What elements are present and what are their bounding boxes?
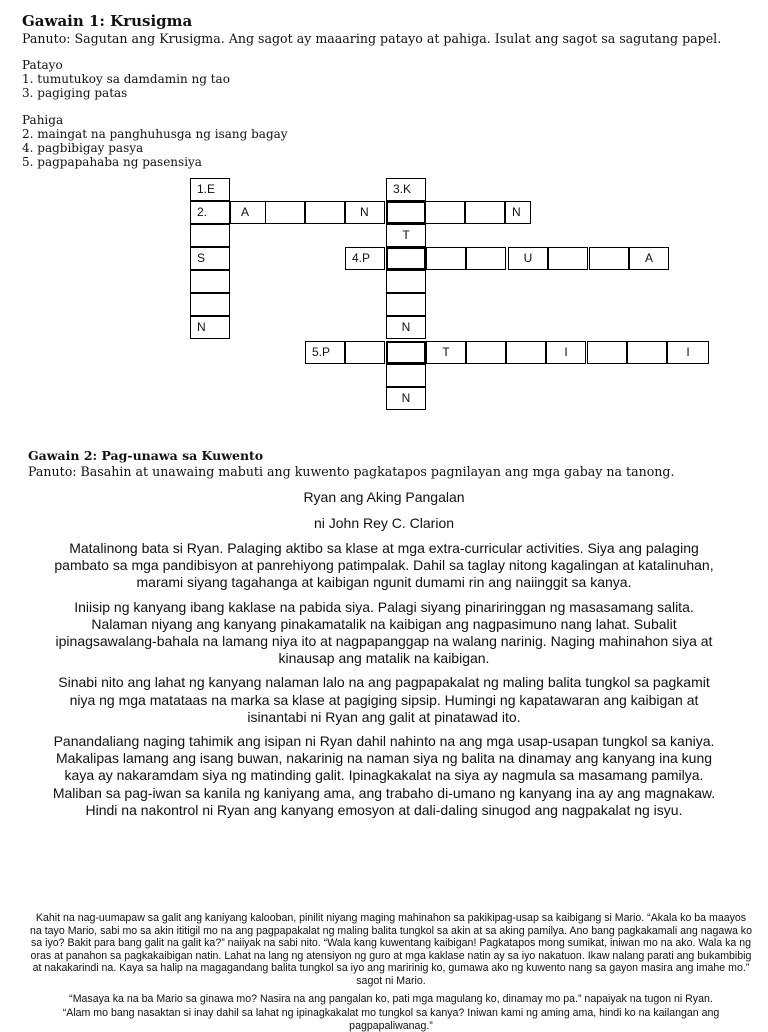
- gawain2-title: Gawain 2: Pag-unawa sa Kuwento: [28, 448, 264, 463]
- cell-label: A: [644, 251, 653, 265]
- cell-label: 4.P: [352, 251, 371, 265]
- pahiga-heading: Pahiga: [22, 113, 64, 127]
- story-continuation: [30, 912, 752, 1032]
- story-small-paragraph: “Masaya ka na ba Mario sa ginawa mo? Nasira na ang pangalan ko, pati mga magulang ko, dinamay mo pa.” napaiyak na tugon ni Ryan.: [69, 992, 713, 1005]
- crossword-cell[interactable]: [548, 247, 588, 270]
- patayo-clue-1: 1. tumutukoy sa damdamin ng tao: [22, 72, 230, 86]
- crossword-cell[interactable]: [190, 270, 230, 293]
- crossword-cell[interactable]: [426, 247, 466, 270]
- crossword-cell[interactable]: [345, 341, 385, 364]
- crossword-cell[interactable]: [386, 270, 426, 293]
- cell-label: N: [197, 320, 206, 334]
- crossword-cell[interactable]: [508, 247, 548, 270]
- cell-label: N: [512, 205, 521, 219]
- pahiga-clue-2: 2. maingat na panghuhusga ng isang bagay: [22, 127, 288, 141]
- crossword-cell[interactable]: [230, 201, 270, 224]
- gawain1-title: Gawain 1: Krusigma: [22, 12, 193, 30]
- crossword-cell[interactable]: [386, 178, 426, 201]
- story-paragraph: Matalinong bata si Ryan. Palaging aktibo sa klase at mga extra-curricular activities. Siya ang palaging pambato sa mga pandibisyon at panrehiyong patimpalak. Dahil sa taglay nitong kagalingan at katalinuhan, marami siyang tagahanga at kaibigan ngunit dumami rin ang naiinggit sa kanya.: [54, 540, 714, 591]
- crossword-cell[interactable]: [190, 316, 230, 339]
- crossword-cell[interactable]: [506, 341, 546, 364]
- patayo-clue-3: 3. pagiging patas: [22, 86, 128, 100]
- cell-label: N: [360, 205, 369, 219]
- crossword-cell[interactable]: [629, 247, 669, 270]
- cell-label: I: [686, 345, 690, 359]
- crossword-cell[interactable]: [386, 387, 426, 410]
- gawain2-instructions: Panuto: Basahin at unawaing mabuti ang kuwento pagkatapos pagnilayan ang mga gabay na tanong.: [28, 464, 675, 479]
- crossword-cell[interactable]: [190, 178, 230, 201]
- crossword-cell[interactable]: [425, 201, 465, 224]
- cell-label: I: [564, 345, 568, 359]
- cell-label: T: [402, 228, 410, 242]
- crossword-cell[interactable]: [466, 247, 506, 270]
- patayo-heading: Patayo: [22, 58, 63, 72]
- crossword-cell[interactable]: [386, 316, 426, 339]
- cell-label: N: [401, 320, 411, 334]
- story-author: ni John Rey C. Clarion: [313, 515, 455, 531]
- crossword-cell[interactable]: [305, 341, 345, 364]
- crossword-cell[interactable]: [345, 247, 385, 270]
- crossword-cell[interactable]: [546, 341, 586, 364]
- crossword-cell[interactable]: [386, 341, 426, 364]
- cell-label: S: [197, 251, 206, 265]
- crossword-cell[interactable]: [190, 247, 230, 270]
- crossword-cell[interactable]: [386, 293, 426, 316]
- cell-label: A: [241, 205, 250, 219]
- crossword-cell[interactable]: [265, 201, 305, 224]
- cell-label: 5.P: [312, 345, 331, 359]
- story-paragraph: Sinabi nito ang lahat ng kanyang nalaman lalo na ang pagpapakalat ng maling balita tungkol sa pagkamit niya ng mga matataas na marka sa klase at pagiging sipsip. Humingi ng kapatawaran ang kaibigan at isinantabi ni Ryan ang galit at pinatawad ito.: [58, 674, 710, 725]
- story-small-paragraph: Kahit na nag-uumapaw sa galit ang kaniyang kalooban, pinilit niyang maging mahinahon sa pakikipag-usap sa kaibigang si Mario. “Akala ko ba maayos na tayo Mario, sabi mo sa akin ititigil mo na ang pagpapakalat ng maling balita tungkol sa akin at sa aking pamilya. Ano bang pagkakamali ang nagawa ko sa iyo? Bakit para bang galit na galit ka?” naiiyak na sabi nito. “Wala kang kuwentang kaibigan! Pagkatapos mong sumikat, iniwan mo na ako. Wala ka ng oras at panahon sa pagkakaibigan natin. Lahat na lang ng atensiyon ng guro at mga kaklase natin ay sa iyo nakatuon. Ikaw nalang parati ang bukambibig at nakakarindi na. Kaya sa halip na magagandang balita tungkol sa iyo ang maririnig ko, gumawa ako ng kuwento nang sa gayon masira ang imahe mo.” sagot ni Mario.: [30, 912, 752, 987]
- crossword-cell[interactable]: [667, 341, 709, 364]
- story-body: [52, 540, 716, 826]
- crossword-cell[interactable]: [386, 247, 426, 270]
- crossword-cell[interactable]: [190, 201, 230, 224]
- crossword-cell[interactable]: [345, 201, 385, 224]
- cell-label: 2.: [197, 205, 208, 219]
- crossword-cell[interactable]: [587, 341, 627, 364]
- cell-label: U: [523, 251, 533, 265]
- story-title: Ryan ang Aking Pangalan: [303, 489, 465, 505]
- crossword-cell[interactable]: [190, 293, 230, 316]
- crossword-cell[interactable]: [627, 341, 667, 364]
- crossword-cell[interactable]: [466, 341, 506, 364]
- pahiga-clue-4: 4. pagbibigay pasya: [22, 141, 144, 155]
- cell-label: 3.K: [393, 182, 412, 196]
- cell-label: N: [401, 391, 411, 405]
- crossword-cell[interactable]: [505, 201, 531, 224]
- crossword-cell[interactable]: [386, 364, 426, 387]
- crossword-cell[interactable]: [386, 224, 426, 247]
- crossword-cell[interactable]: [465, 201, 505, 224]
- story-paragraph: Panandaliang naging tahimik ang isipan ni Ryan dahil nahinto na ang mga usap-usapan tungkol sa kaniya. Makalipas lamang ang isang buwan, nakarinig na naman siya ng balita na dinamay ang kanyang ina kung kaya ay nakaramdam siya ng matinding galit. Ipinagkakalat na siya ay nagmula sa masamang pamilya. Maliban sa pag-iwan sa kanila ng kaniyang ama, ang trabaho di-umano ng kanyang ina ay ang magnakaw. Hindi na nakontrol ni Ryan ang kanyang emosyon at dali-daling sinugod ang nagpakalat ng isyu.: [52, 733, 716, 818]
- cell-label: T: [442, 345, 450, 359]
- crossword-cell[interactable]: [190, 224, 230, 247]
- crossword-cell[interactable]: [386, 201, 426, 224]
- pahiga-clue-5: 5. pagpapahaba ng pasensiya: [22, 155, 202, 169]
- crossword-cell[interactable]: [305, 201, 345, 224]
- cell-label: 1.E: [197, 182, 216, 196]
- crossword-cell[interactable]: [589, 247, 629, 270]
- crossword-cell[interactable]: [426, 341, 466, 364]
- story-paragraph: Iniisip ng kanyang ibang kaklase na pabida siya. Palagi siyang pinariringgan ng masasamang salita. Nalaman niyang ang kanyang pinakamatalik na kaibigan ang nagpasimuno nang lahat. Subalit ipinagsawalang-bahala na lamang niya ito at nagpapanggap na walang narinig. Naging mahinahon siya at kinausap ang matalik na kaibigan.: [55, 598, 713, 667]
- story-small-paragraph: “Alam mo bang nasaktan si inay dahil sa lahat ng ipinagkakalat mo tungkol sa kanya? Iniwan kami ng aming ama, hindi ko na kailangan ang pagpapaliwanag.”: [62, 1007, 720, 1032]
- gawain1-instructions: Panuto: Sagutan ang Krusigma. Ang sagot ay maaaring patayo at pahiga. Isulat ang sagot sa sagutang papel.: [22, 31, 722, 46]
